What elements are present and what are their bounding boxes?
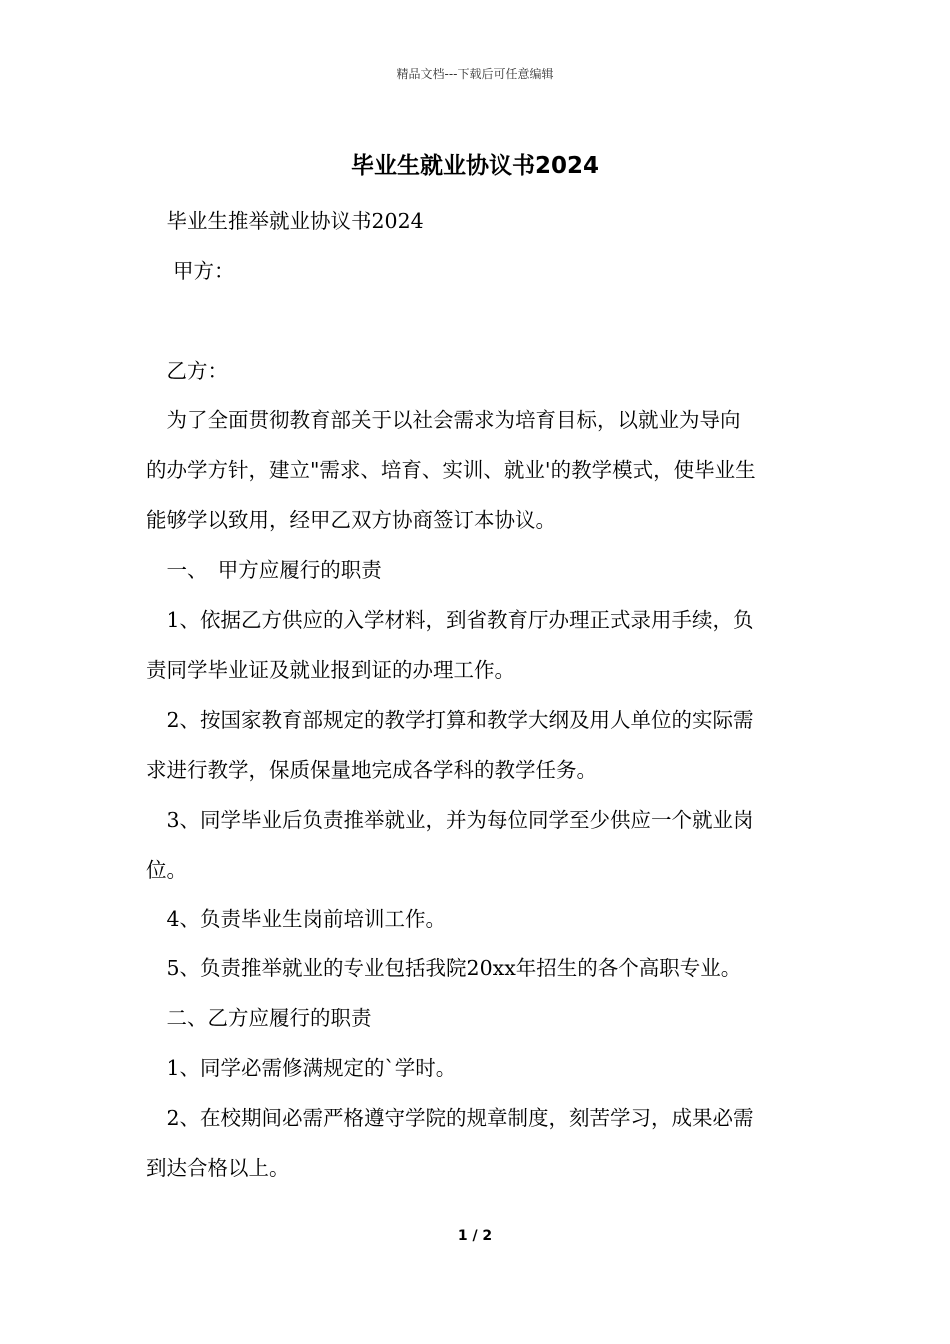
body-line: 1、依据乙方供应的入学材料，到省教育厅办理正式录用手续，负 xyxy=(146,608,754,632)
section-heading: 一、 甲方应履行的职责 xyxy=(146,558,382,582)
body-line: 的办学方针，建立"需求、培育、实训、就业'的教学模式，使毕业生 xyxy=(146,458,756,482)
page-header: 精品文档---下载后可任意编辑 xyxy=(396,67,554,81)
body-line: 2、按国家教育部规定的教学打算和教学大纲及用人单位的实际需 xyxy=(146,708,754,732)
body-line: 能够学以致用，经甲乙双方协商签订本协议。 xyxy=(146,508,556,532)
body-line: 3、同学毕业后负责推举就业，并为每位同学至少供应一个就业岗 xyxy=(146,808,754,832)
body-line: 到达合格以上。 xyxy=(146,1156,290,1180)
section-heading: 二、乙方应履行的职责 xyxy=(146,1006,372,1030)
body-line: 5、负责推举就业的专业包括我院20xx年招生的各个高职专业。 xyxy=(146,956,742,980)
body-line: 为了全面贯彻教育部关于以社会需求为培育目标，以就业为导向 xyxy=(146,408,741,432)
body-line: 毕业生推举就业协议书2024 xyxy=(146,209,424,233)
body-line: 位。 xyxy=(146,858,187,882)
body-line: 求进行教学，保质保量地完成各学科的教学任务。 xyxy=(146,758,597,782)
body-line: 责同学毕业证及就业报到证的办理工作。 xyxy=(146,658,515,682)
body-line: 1、同学必需修满规定的`学时。 xyxy=(146,1056,457,1080)
body-line: 乙方： xyxy=(146,359,228,383)
body-line: 4、负责毕业生岗前培训工作。 xyxy=(146,907,447,931)
body-line: 甲方： xyxy=(146,259,235,283)
body-line: 2、在校期间必需严格遵守学院的规章制度，刻苦学习，成果必需 xyxy=(146,1106,754,1130)
page-number: 1 / 2 xyxy=(457,1228,493,1244)
document-title: 毕业生就业协议书2024 xyxy=(350,153,599,179)
